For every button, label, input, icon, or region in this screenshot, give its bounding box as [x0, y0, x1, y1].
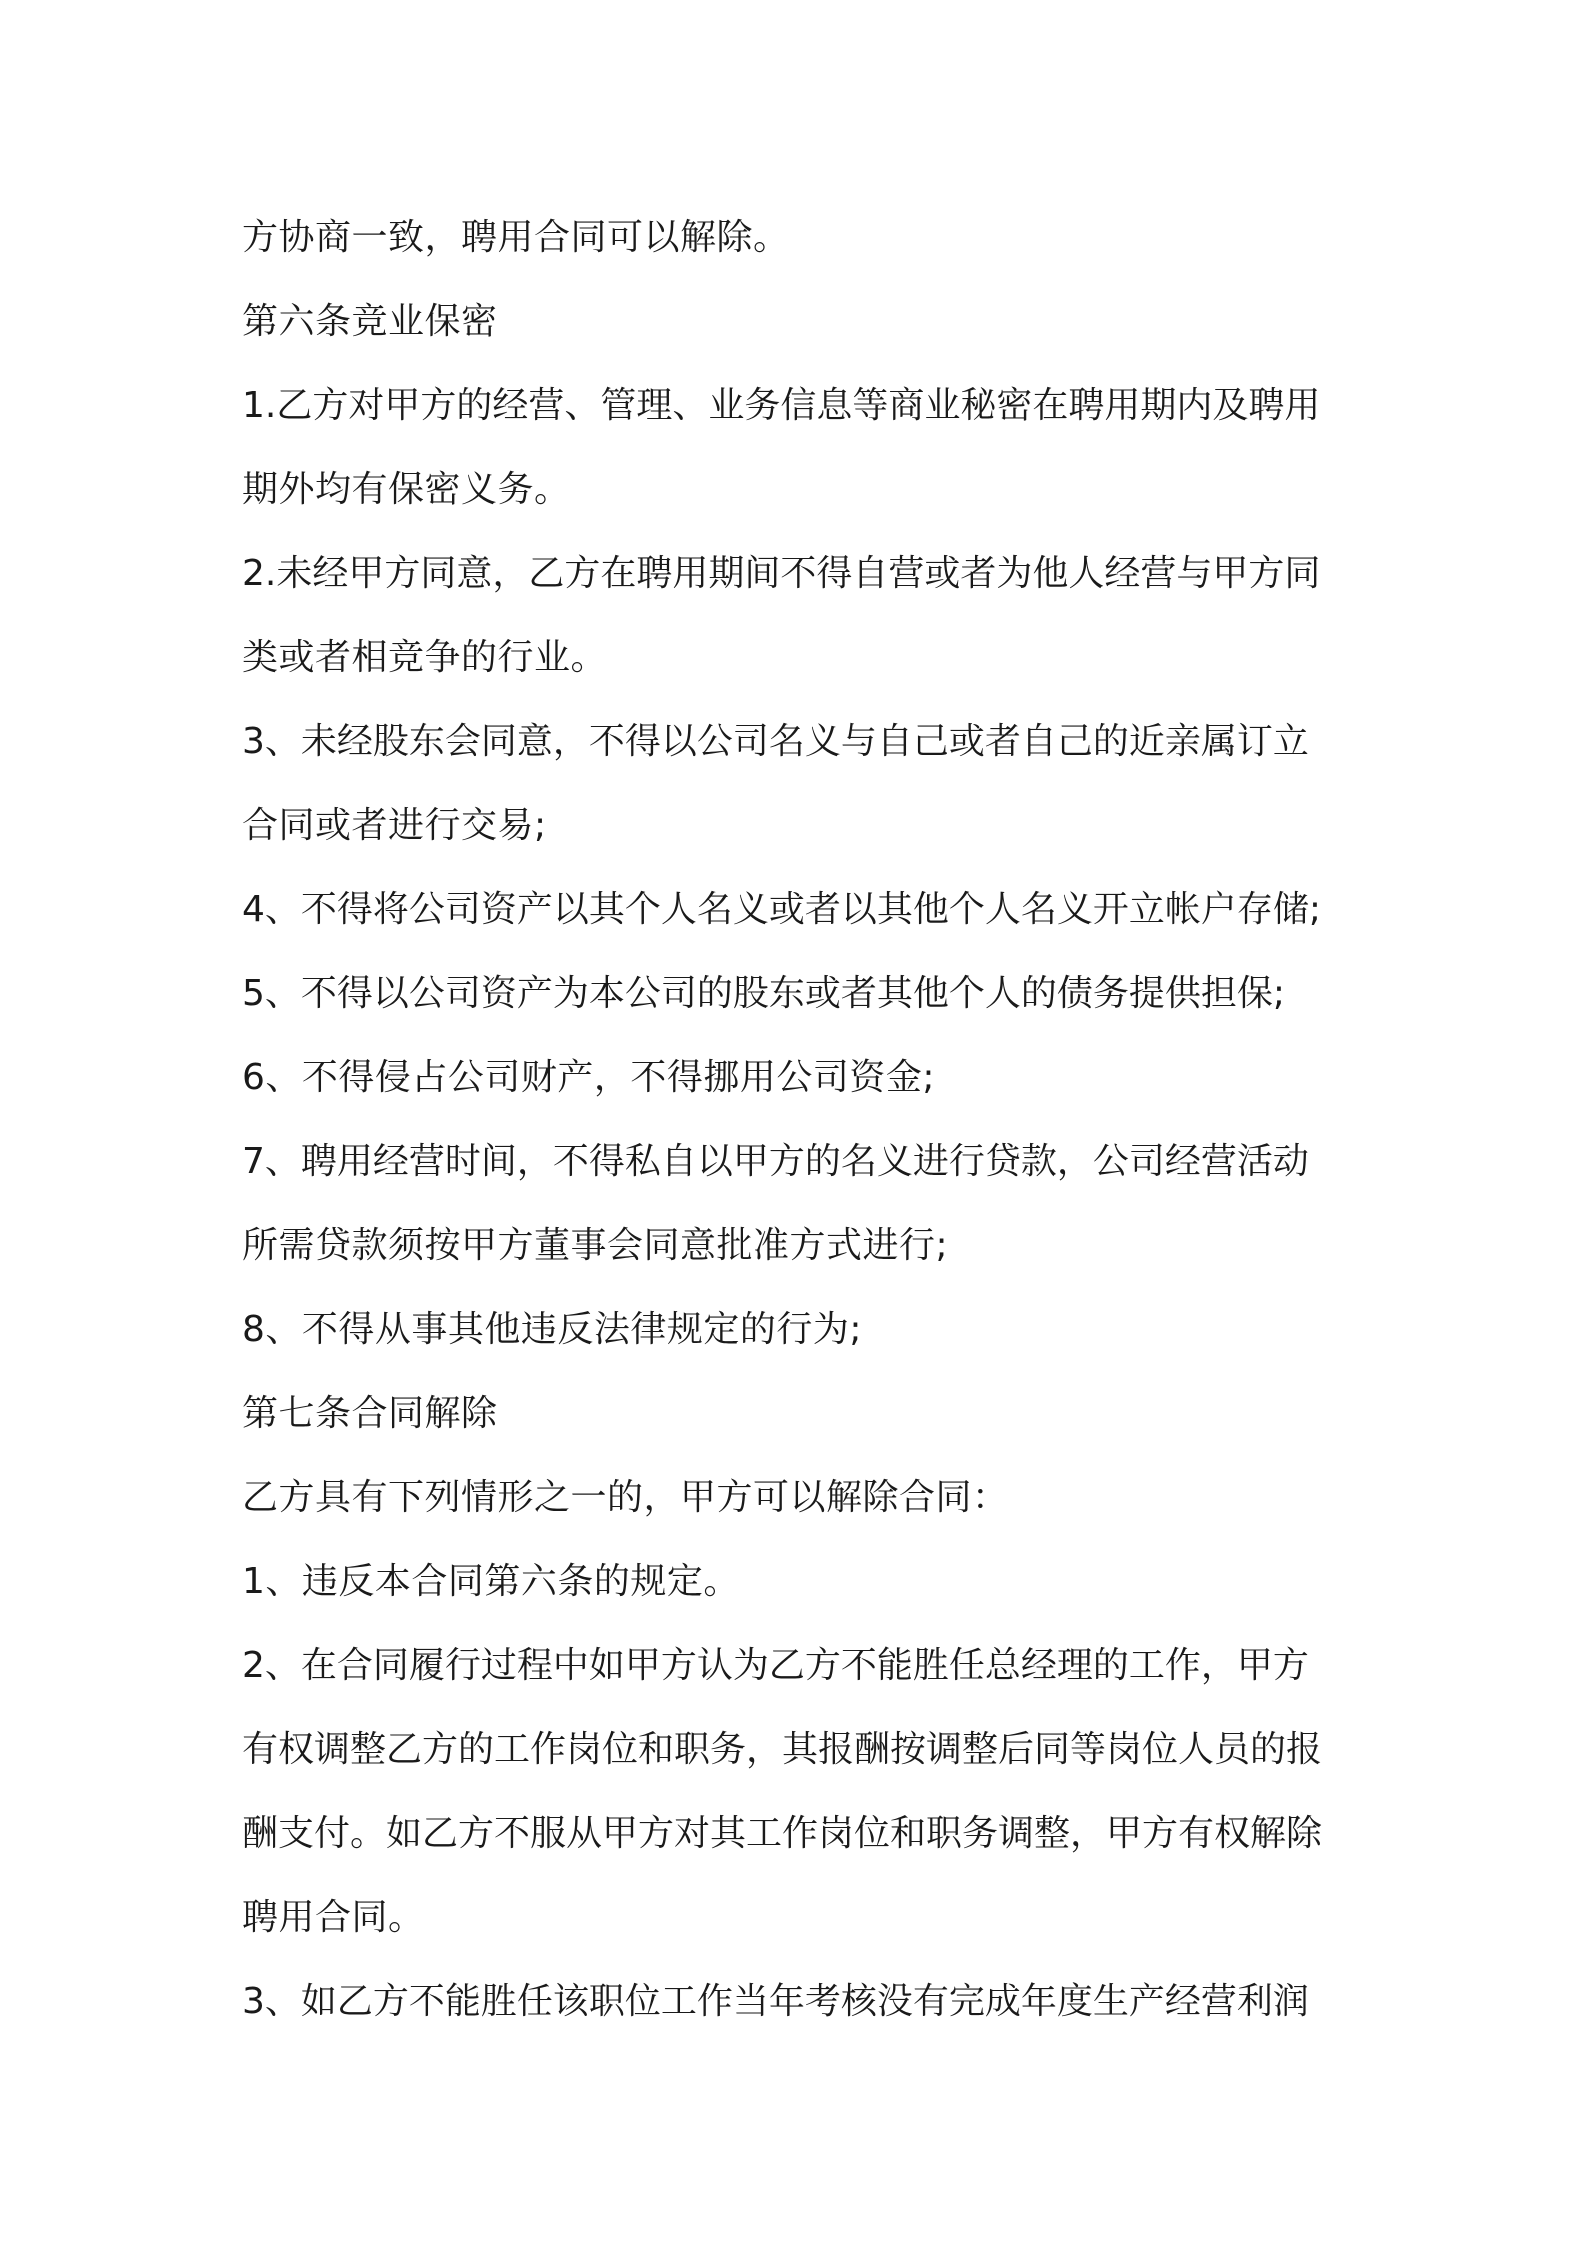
text-line: 期外均有保密义务。 — [242, 469, 571, 510]
text-line: 3、未经股东会同意，不得以公司名义与自己或者自己的近亲属订立 — [242, 721, 1309, 762]
text-line: 有权调整乙方的工作岗位和职务，其报酬按调整后同等岗位人员的报 — [242, 1729, 1323, 1770]
text-line: 聘用合同。 — [242, 1897, 425, 1938]
section-heading-article-7: 第七条合同解除 — [242, 1393, 498, 1434]
text-line: 2、在合同履行过程中如甲方认为乙方不能胜任总经理的工作，甲方 — [242, 1645, 1309, 1686]
text-line: 2.未经甲方同意，乙方在聘用期间不得自营或者为他人经营与甲方同 — [242, 553, 1321, 594]
text-line: 1、违反本合同第六条的规定。 — [242, 1561, 740, 1602]
text-line: 方协商一致，聘用合同可以解除。 — [242, 217, 790, 258]
text-line: 类或者相竞争的行业。 — [242, 637, 608, 678]
text-line: 乙方具有下列情形之一的，甲方可以解除合同： — [242, 1477, 1009, 1518]
text-line: 3、如乙方不能胜任该职位工作当年考核没有完成年度生产经营利润 — [242, 1981, 1309, 2022]
text-line: 所需贷款须按甲方董事会同意批准方式进行; — [242, 1225, 949, 1266]
text-line: 8、不得从事其他违反法律规定的行为; — [242, 1309, 863, 1350]
text-line: 1.乙方对甲方的经营、管理、业务信息等商业秘密在聘用期内及聘用 — [242, 385, 1321, 426]
document-body — [242, 196, 1362, 2044]
text-line: 4、不得将公司资产以其个人名义或者以其他个人名义开立帐户存储; — [242, 889, 1322, 930]
text-line: 合同或者进行交易; — [242, 805, 547, 846]
text-line: 7、聘用经营时间，不得私自以甲方的名义进行贷款，公司经营活动 — [242, 1141, 1309, 1182]
section-heading-article-6: 第六条竞业保密 — [242, 301, 498, 342]
text-line: 6、不得侵占公司财产，不得挪用公司资金; — [242, 1057, 936, 1098]
text-line: 5、不得以公司资产为本公司的股东或者其他个人的债务提供担保; — [242, 973, 1286, 1014]
text-line: 酬支付。如乙方不服从甲方对其工作岗位和职务调整，甲方有权解除 — [242, 1813, 1323, 1854]
